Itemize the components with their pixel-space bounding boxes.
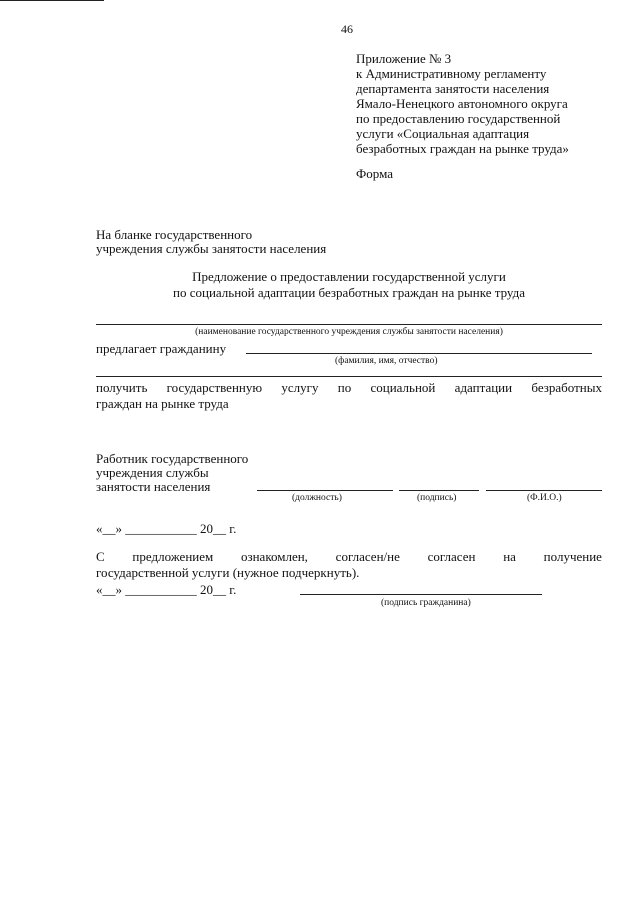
date-line-citizen (96, 582, 236, 598)
word: согласен (427, 549, 476, 564)
word: С (96, 549, 105, 564)
citizen-signature-caption: (подпись гражданина) (381, 598, 471, 608)
page-number: 46 (341, 22, 353, 36)
signatory-line: занятости населения (96, 479, 211, 494)
word: по (337, 380, 352, 395)
date-year-suffix: г. (229, 521, 237, 536)
citizen-name-continuation-line (96, 376, 602, 377)
receive-service-line (96, 380, 602, 396)
fio-caption: (фамилия, имя, отчество) (335, 356, 438, 366)
date-day: «__» (96, 521, 122, 536)
word: ознакомлен, (240, 549, 308, 564)
word: получение (543, 549, 602, 564)
acknowledgement-line: государственной услуги (нужное подчеркнуть). (96, 565, 360, 580)
word: согласен/не (335, 549, 400, 564)
acknowledgement-line (96, 549, 602, 565)
offers-label: предлагает гражданину (96, 341, 227, 356)
date-year: 20__ (200, 582, 226, 597)
letterhead-line: На бланке государственного (96, 227, 253, 242)
appendix-line: Приложение № 3 (356, 51, 452, 66)
scan-artifact-line (0, 0, 104, 1)
word: услугу (281, 380, 319, 395)
position-line (257, 490, 393, 491)
appendix-block (356, 51, 569, 156)
signatory-line: Работник государственного (96, 451, 249, 466)
signature-line (399, 490, 479, 491)
receive-service-line: граждан на рынке труда (96, 396, 229, 411)
date-month: ___________ (125, 521, 197, 536)
appendix-line: департамента занятости населения (356, 81, 550, 96)
document-title: Предложение о предоставлении государственной услуги (192, 269, 506, 284)
date-year-suffix: г. (229, 582, 237, 597)
signature-caption: (подпись) (417, 493, 457, 503)
org-name-line (96, 324, 602, 325)
word: предложением (132, 549, 214, 564)
form-label: Форма (356, 166, 393, 181)
signatory-line: учреждения службы (96, 465, 209, 480)
org-name-caption: (наименование государственного учреждения службы занятости населения) (195, 327, 503, 337)
appendix-line: к Административному регламенту (356, 66, 547, 81)
appendix-line: Ямало-Ненецкого автономного округа (356, 96, 568, 111)
letterhead-line: учреждения службы занятости населения (96, 241, 327, 256)
date-day: «__» (96, 582, 122, 597)
date-year: 20__ (200, 521, 226, 536)
word: адаптации (454, 380, 513, 395)
appendix-line: по предоставлению государственной (356, 111, 561, 126)
word: на (503, 549, 516, 564)
appendix-line: услуги «Социальная адаптация (356, 126, 530, 141)
word: получить (96, 380, 148, 395)
position-caption: (должность) (292, 493, 342, 503)
word: социальной (370, 380, 436, 395)
fio-caption-signatory: (Ф.И.О.) (527, 493, 562, 503)
fio-line (486, 490, 602, 491)
appendix-line: безработных граждан на рынке труда» (356, 141, 569, 156)
word: безработных (531, 380, 602, 395)
citizen-name-line (246, 353, 592, 354)
word: государственную (166, 380, 263, 395)
citizen-signature-line (300, 594, 542, 595)
date-line (96, 521, 236, 537)
date-month: ___________ (125, 582, 197, 597)
document-title: по социальной адаптации безработных граждан на рынке труда (173, 285, 525, 300)
